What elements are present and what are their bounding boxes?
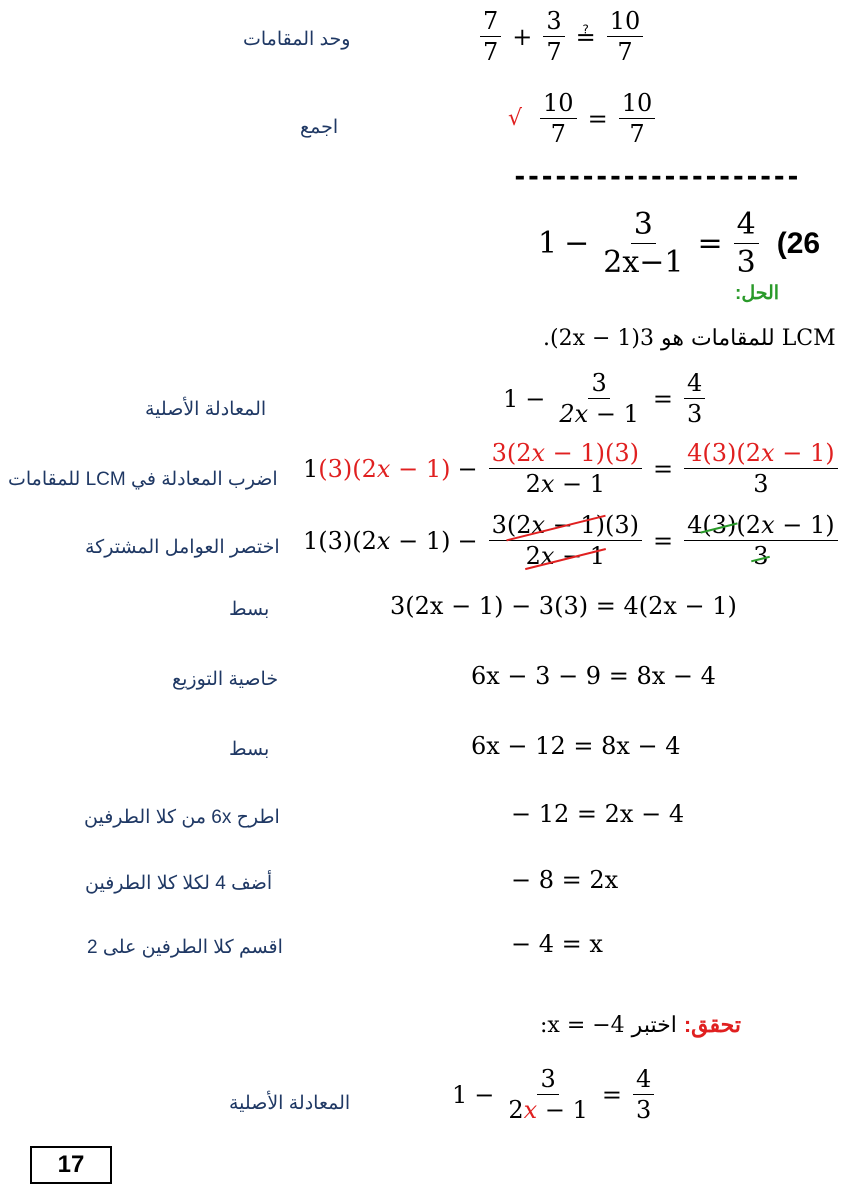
step-label-simplify-2: بسط xyxy=(229,739,270,760)
label-unify-denominators: وحد المقامات xyxy=(243,29,351,50)
check-line xyxy=(540,1012,741,1038)
step-subtract-expr: − 12 = 2x − 4 xyxy=(511,800,685,828)
separator-line: --------------------- xyxy=(512,162,799,192)
check-label-original: المعادلة الأصلية xyxy=(229,1093,351,1114)
step-label-distributive: خاصية التوزيع xyxy=(172,669,279,690)
step-label-multiply-lcm: اضرب المعادلة في LCM للمقامات xyxy=(8,469,278,490)
step-simplify-2-expr: 6x − 12 = 8x − 4 xyxy=(471,732,681,760)
step-label-add-4: أضف 4 لكلا كلا الطرفين xyxy=(85,873,273,894)
check-text: اختبر x = −4: xyxy=(540,1013,677,1038)
page-number: 17 xyxy=(30,1146,112,1184)
check-mark-icon: √ xyxy=(508,106,523,132)
check-heading: تحقق: xyxy=(683,1012,741,1037)
step-label-simplify-1: بسط xyxy=(229,599,270,620)
step-distributive-expr: 6x − 3 − 9 = 8x − 4 xyxy=(471,662,716,690)
step-label-original: المعادلة الأصلية xyxy=(145,399,267,420)
step-simplify-1-expr: 3(2x − 1) − 3(3) = 4(2x − 1) xyxy=(390,592,737,620)
problem-number: (26 xyxy=(776,226,821,260)
step-original-equation: 1 − $\frac{3}{2x - 1}$ = $\frac{4}{3}$ xyxy=(503,370,709,428)
label-add: اجمع xyxy=(300,117,339,138)
equation-add-result: √ $\frac{10}{7}$ = $\frac{10}{7}$ xyxy=(508,90,659,148)
equation-unify: $\frac{7}{7}$ + $\frac{3}{7}$ ≟ $\frac{10}{7}$ xyxy=(476,8,647,66)
step-add-4-expr: − 8 = 2x xyxy=(511,866,619,894)
lcm-statement: LCM للمقامات هو 3(2x − 1). xyxy=(543,326,836,351)
step-cancel-equation: 1(3)(2x − 1) − $\frac{3(2x - 1)(3)}{2x - 1}$ = $\frac{4(3)(2x - 1)}{3}$ xyxy=(303,512,842,570)
step-label-divide: اقسم كلا الطرفين على 2 xyxy=(87,937,283,958)
solution-heading: الحل: xyxy=(735,283,780,304)
problem-26-equation: 1 − $\frac{3}{2x-1}$ = $\frac{4}{3}$ (26 xyxy=(538,207,821,280)
step-divide-expr: − 4 = x xyxy=(511,930,603,958)
step-label-subtract: اطرح 6x من كلا الطرفين xyxy=(84,807,280,828)
step-label-cancel: اختصر العوامل المشتركة xyxy=(85,537,280,558)
step-multiply-equation: 1 (3)(2x − 1) − $\frac{3(2x - 1)(3)}{2x - 1}$ = $\frac{4(3)(2x - 1)}{3}$ xyxy=(303,440,842,498)
check-original-equation: 1 − $\frac{3}{2x - 1}$ = $\frac{4}{3}$ xyxy=(452,1066,658,1124)
